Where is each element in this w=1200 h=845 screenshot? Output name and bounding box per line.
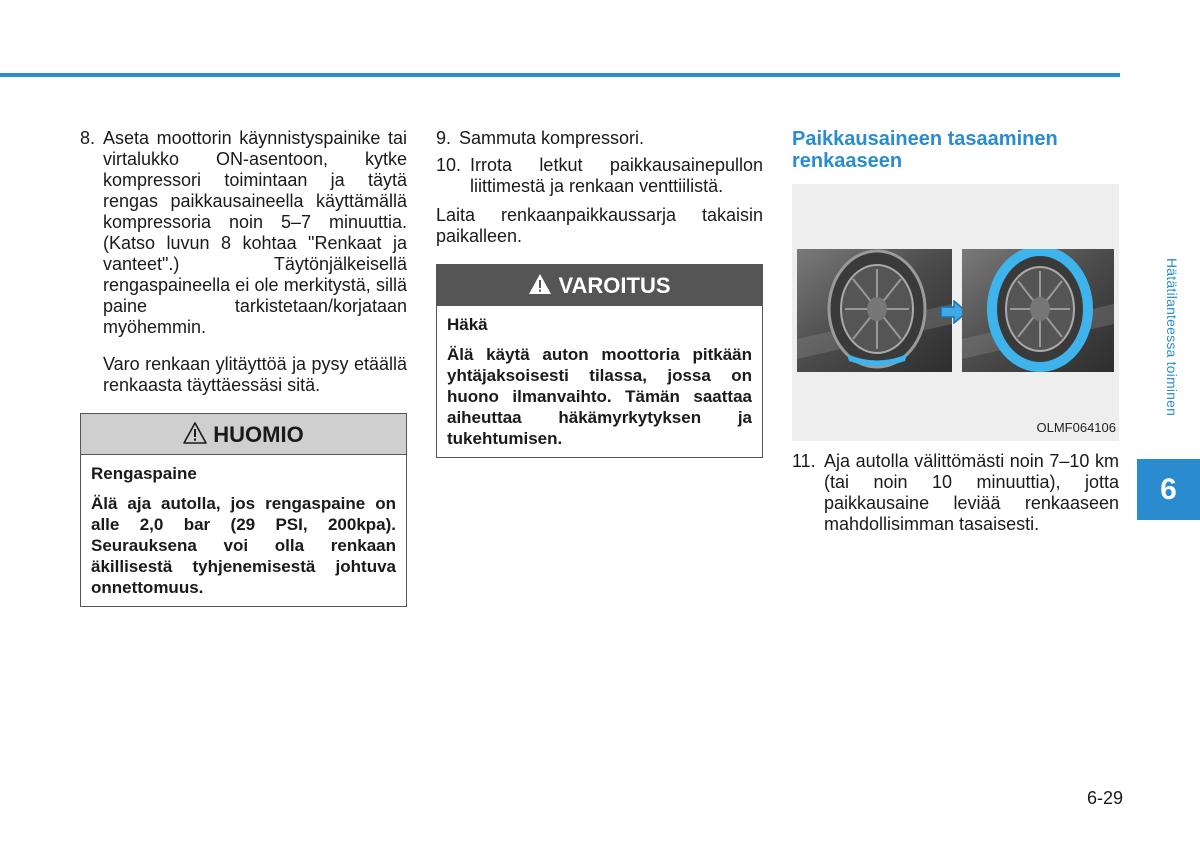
caution-triangle-icon (183, 422, 207, 447)
top-rule (0, 73, 1120, 77)
column-middle (436, 128, 763, 458)
caution-title: HUOMIO (213, 421, 304, 447)
column-left (80, 128, 407, 607)
paragraph-kit-return: Laita renkaanpaikkaussarja takaisin paikalleen. (436, 205, 763, 246)
step-text: Aseta moottorin käynnistyspainike tai virtalukko ON-asentoon, kytke kompressori toimintaan ja täytä rengas paikkausaineella käyttämällä kompressoria noin 5–7 minuuttia. (Katso luvun 8 kohtaa "Renkaat ja vanteet".) Täytönjälkeisellä rengaspaineella ei ole merkitystä, sillä paine tarkistetaan/korjataan myöhemmin. (103, 128, 407, 337)
section-title: Paikkausaineen tasaaminen renkaaseen (792, 128, 1058, 172)
step-number: 9. (436, 128, 452, 148)
caution-header (81, 414, 406, 455)
tire-after-image (962, 249, 1114, 372)
step-number: 10. (436, 155, 462, 175)
warning-header (437, 265, 762, 306)
warning-text: Älä käytä auton moottoria pitkään yhtäjaksoisesti tilassa, jossa on huono ilmanvaihto. Tämän saattaa aiheuttaa häkämyrkytyksen ja tukehtumisen. (447, 345, 752, 448)
step-text: Aja autolla välittömästi noin 7–10 km (tai noin 10 minuuttia), jotta paikkausaine leviää renkaaseen mahdollisimman tasaisesti. (824, 451, 1119, 534)
warning-body (437, 306, 762, 457)
column-right (792, 128, 1119, 539)
chapter-tab-number: 6 (1137, 459, 1200, 520)
step-11 (792, 451, 1119, 535)
caution-box (80, 413, 407, 607)
caution-body (81, 455, 406, 606)
step-9 (436, 128, 763, 149)
tire-before-image (797, 249, 952, 372)
warning-box (436, 264, 763, 458)
step-number: 11. (792, 451, 816, 471)
warning-subtitle: Häkä (447, 315, 488, 334)
step-8 (80, 128, 407, 338)
warning-triangle-icon (528, 273, 552, 298)
warning-title: VAROITUS (558, 272, 671, 298)
step-10 (436, 155, 763, 197)
tire-sealant-figure (792, 184, 1119, 441)
caution-text: Älä aja autolla, jos rengaspaine on alle 2,0 bar (29 PSI, 200kpa). Seurauksena voi olla renkaan äkillisestä tyhjenemisestä johtuva onnettomuus. (91, 494, 396, 597)
chapter-tab-label: Hätätilanteessa toiminen (1164, 258, 1180, 417)
step-text: Irrota letkut paikkausainepullon liittimestä ja renkaan venttiilistä. (470, 155, 763, 196)
step-number: 8. (80, 128, 96, 148)
step-8-note: Varo renkaan ylitäyttöä ja pysy etäällä renkaasta täyttäessäsi sitä. (103, 354, 407, 395)
caution-subtitle: Rengaspaine (91, 464, 197, 483)
step-text: Sammuta kompressori. (459, 128, 645, 148)
page-number: 6-29 (1087, 788, 1124, 808)
figure-code: OLMF064106 (1036, 420, 1116, 435)
